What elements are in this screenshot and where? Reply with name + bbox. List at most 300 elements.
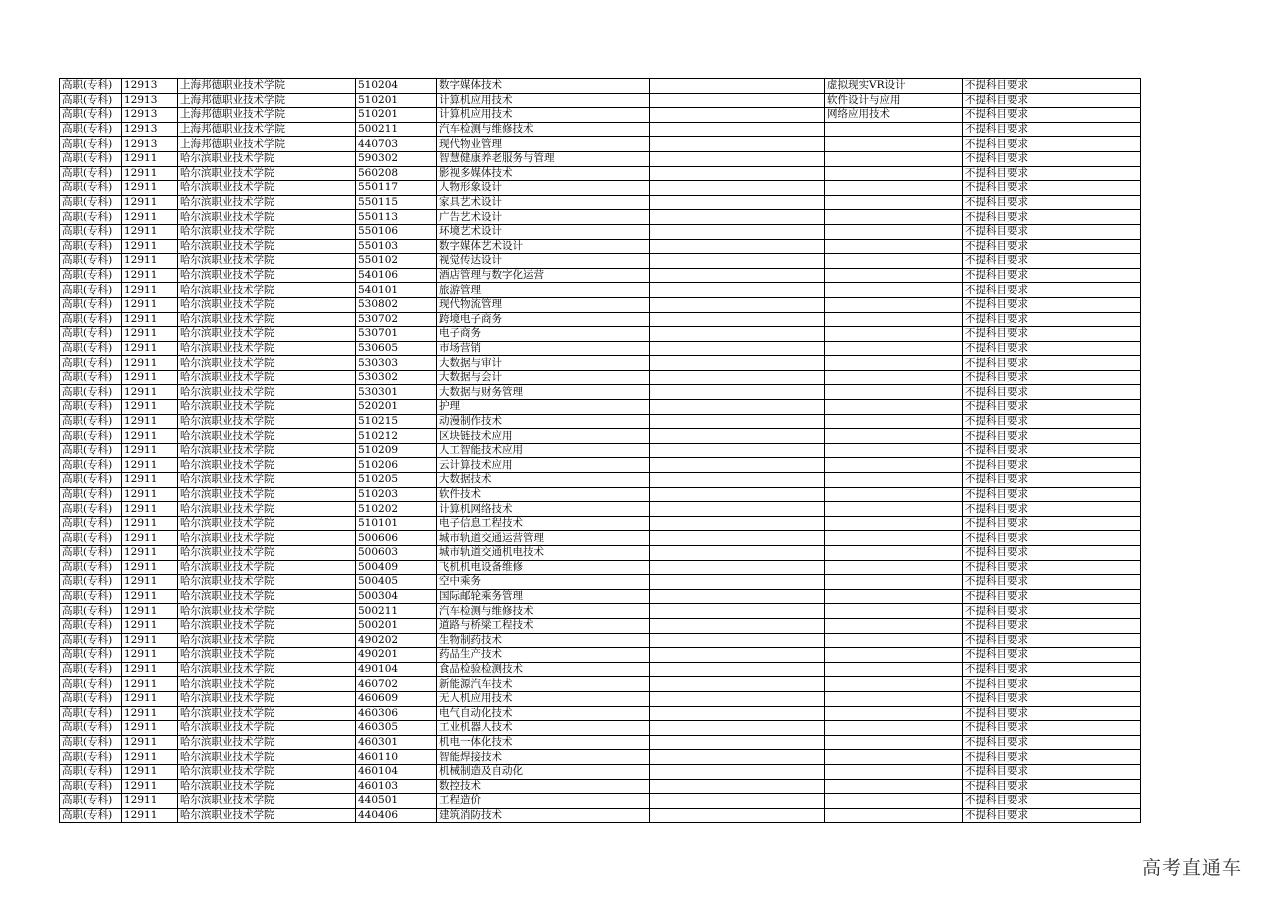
school-code-cell: 12911 bbox=[122, 385, 178, 400]
subject-requirement-cell: 不提科目要求 bbox=[963, 327, 1141, 342]
blank-cell bbox=[650, 764, 825, 779]
subject-requirement-cell: 不提科目要求 bbox=[963, 443, 1141, 458]
school-name-cell: 哈尔滨职业技术学院 bbox=[178, 312, 356, 327]
major-name-cell: 市场营销 bbox=[437, 341, 650, 356]
level-cell: 高职(专科) bbox=[60, 108, 122, 123]
table-row bbox=[60, 93, 1141, 108]
subject-requirement-cell: 不提科目要求 bbox=[963, 706, 1141, 721]
major-code-cell: 540106 bbox=[356, 268, 437, 283]
school-code-cell: 12913 bbox=[122, 108, 178, 123]
level-cell: 高职(专科) bbox=[60, 589, 122, 604]
level-cell: 高职(专科) bbox=[60, 297, 122, 312]
major-code-cell: 500201 bbox=[356, 618, 437, 633]
major-code-cell: 550115 bbox=[356, 195, 437, 210]
table-row bbox=[60, 794, 1141, 809]
table-row bbox=[60, 239, 1141, 254]
major-code-cell: 500211 bbox=[356, 122, 437, 137]
level-cell: 高职(专科) bbox=[60, 79, 122, 94]
school-code-cell: 12911 bbox=[122, 546, 178, 561]
subject-requirement-cell: 不提科目要求 bbox=[963, 370, 1141, 385]
major-name-cell: 视觉传达设计 bbox=[437, 254, 650, 269]
direction-cell bbox=[825, 414, 963, 429]
school-name-cell: 哈尔滨职业技术学院 bbox=[178, 385, 356, 400]
major-code-cell: 550117 bbox=[356, 181, 437, 196]
subject-requirement-cell: 不提科目要求 bbox=[963, 400, 1141, 415]
blank-cell bbox=[650, 312, 825, 327]
level-cell: 高职(专科) bbox=[60, 662, 122, 677]
table-row bbox=[60, 327, 1141, 342]
subject-requirement-cell: 不提科目要求 bbox=[963, 473, 1141, 488]
level-cell: 高职(专科) bbox=[60, 385, 122, 400]
level-cell: 高职(专科) bbox=[60, 808, 122, 823]
school-code-cell: 12911 bbox=[122, 224, 178, 239]
major-code-cell: 440406 bbox=[356, 808, 437, 823]
table-row bbox=[60, 516, 1141, 531]
direction-cell bbox=[825, 297, 963, 312]
table-row bbox=[60, 648, 1141, 663]
school-code-cell: 12911 bbox=[122, 210, 178, 225]
level-cell: 高职(专科) bbox=[60, 531, 122, 546]
major-name-cell: 电子商务 bbox=[437, 327, 650, 342]
school-code-cell: 12911 bbox=[122, 268, 178, 283]
subject-requirement-cell: 不提科目要求 bbox=[963, 414, 1141, 429]
blank-cell bbox=[650, 721, 825, 736]
blank-cell bbox=[650, 575, 825, 590]
major-name-cell: 云计算技术应用 bbox=[437, 458, 650, 473]
school-name-cell: 哈尔滨职业技术学院 bbox=[178, 721, 356, 736]
major-code-cell: 490201 bbox=[356, 648, 437, 663]
table-row bbox=[60, 166, 1141, 181]
subject-requirement-cell: 不提科目要求 bbox=[963, 516, 1141, 531]
table-row bbox=[60, 706, 1141, 721]
school-code-cell: 12911 bbox=[122, 443, 178, 458]
major-name-cell: 国际邮轮乘务管理 bbox=[437, 589, 650, 604]
major-name-cell: 大数据与会计 bbox=[437, 370, 650, 385]
major-code-cell: 520201 bbox=[356, 400, 437, 415]
table-row bbox=[60, 312, 1141, 327]
major-name-cell: 大数据技术 bbox=[437, 473, 650, 488]
level-cell: 高职(专科) bbox=[60, 691, 122, 706]
major-name-cell: 大数据与财务管理 bbox=[437, 385, 650, 400]
blank-cell bbox=[650, 283, 825, 298]
blank-cell bbox=[650, 677, 825, 692]
major-name-cell: 跨境电子商务 bbox=[437, 312, 650, 327]
blank-cell bbox=[650, 604, 825, 619]
school-code-cell: 12911 bbox=[122, 604, 178, 619]
blank-cell bbox=[650, 181, 825, 196]
direction-cell: 软件设计与应用 bbox=[825, 93, 963, 108]
major-name-cell: 影视多媒体技术 bbox=[437, 166, 650, 181]
school-code-cell: 12911 bbox=[122, 502, 178, 517]
direction-cell bbox=[825, 706, 963, 721]
table-row bbox=[60, 283, 1141, 298]
direction-cell bbox=[825, 239, 963, 254]
major-name-cell: 药品生产技术 bbox=[437, 648, 650, 663]
level-cell: 高职(专科) bbox=[60, 604, 122, 619]
table-row bbox=[60, 546, 1141, 561]
school-name-cell: 哈尔滨职业技术学院 bbox=[178, 341, 356, 356]
subject-requirement-cell: 不提科目要求 bbox=[963, 662, 1141, 677]
school-code-cell: 12913 bbox=[122, 122, 178, 137]
major-code-cell: 510202 bbox=[356, 502, 437, 517]
major-name-cell: 计算机网络技术 bbox=[437, 502, 650, 517]
school-name-cell: 哈尔滨职业技术学院 bbox=[178, 195, 356, 210]
major-code-cell: 460110 bbox=[356, 750, 437, 765]
major-code-cell: 440703 bbox=[356, 137, 437, 152]
blank-cell bbox=[650, 254, 825, 269]
subject-requirement-cell: 不提科目要求 bbox=[963, 677, 1141, 692]
direction-cell bbox=[825, 195, 963, 210]
blank-cell bbox=[650, 297, 825, 312]
school-name-cell: 上海邦德职业技术学院 bbox=[178, 137, 356, 152]
school-code-cell: 12911 bbox=[122, 312, 178, 327]
major-code-cell: 530605 bbox=[356, 341, 437, 356]
school-name-cell: 哈尔滨职业技术学院 bbox=[178, 239, 356, 254]
direction-cell bbox=[825, 151, 963, 166]
direction-cell: 虚拟现实VR设计 bbox=[825, 79, 963, 94]
school-code-cell: 12911 bbox=[122, 706, 178, 721]
major-name-cell: 人工智能技术应用 bbox=[437, 443, 650, 458]
subject-requirement-cell: 不提科目要求 bbox=[963, 458, 1141, 473]
level-cell: 高职(专科) bbox=[60, 648, 122, 663]
school-code-cell: 12913 bbox=[122, 93, 178, 108]
subject-requirement-cell: 不提科目要求 bbox=[963, 341, 1141, 356]
table-row bbox=[60, 618, 1141, 633]
subject-requirement-cell: 不提科目要求 bbox=[963, 487, 1141, 502]
major-code-cell: 530303 bbox=[356, 356, 437, 371]
blank-cell bbox=[650, 706, 825, 721]
table-row bbox=[60, 502, 1141, 517]
blank-cell bbox=[650, 648, 825, 663]
level-cell: 高职(专科) bbox=[60, 93, 122, 108]
blank-cell bbox=[650, 79, 825, 94]
level-cell: 高职(专科) bbox=[60, 633, 122, 648]
major-code-cell: 550113 bbox=[356, 210, 437, 225]
subject-requirement-cell: 不提科目要求 bbox=[963, 808, 1141, 823]
school-name-cell: 哈尔滨职业技术学院 bbox=[178, 560, 356, 575]
level-cell: 高职(专科) bbox=[60, 151, 122, 166]
level-cell: 高职(专科) bbox=[60, 341, 122, 356]
major-code-cell: 510212 bbox=[356, 429, 437, 444]
blank-cell bbox=[650, 546, 825, 561]
table-row bbox=[60, 341, 1141, 356]
subject-requirement-cell: 不提科目要求 bbox=[963, 297, 1141, 312]
blank-cell bbox=[650, 108, 825, 123]
level-cell: 高职(专科) bbox=[60, 137, 122, 152]
major-code-cell: 500603 bbox=[356, 546, 437, 561]
school-code-cell: 12911 bbox=[122, 181, 178, 196]
blank-cell bbox=[650, 370, 825, 385]
blank-cell bbox=[650, 268, 825, 283]
blank-cell bbox=[650, 137, 825, 152]
watermark-text: 高考直通车 bbox=[1142, 857, 1243, 879]
school-code-cell: 12911 bbox=[122, 735, 178, 750]
level-cell: 高职(专科) bbox=[60, 195, 122, 210]
direction-cell bbox=[825, 764, 963, 779]
major-code-cell: 490104 bbox=[356, 662, 437, 677]
school-name-cell: 哈尔滨职业技术学院 bbox=[178, 589, 356, 604]
direction-cell bbox=[825, 487, 963, 502]
subject-requirement-cell: 不提科目要求 bbox=[963, 794, 1141, 809]
subject-requirement-cell: 不提科目要求 bbox=[963, 93, 1141, 108]
blank-cell bbox=[650, 618, 825, 633]
blank-cell bbox=[650, 414, 825, 429]
school-code-cell: 12911 bbox=[122, 677, 178, 692]
school-name-cell: 上海邦德职业技术学院 bbox=[178, 79, 356, 94]
blank-cell bbox=[650, 327, 825, 342]
school-code-cell: 12911 bbox=[122, 560, 178, 575]
major-name-cell: 新能源汽车技术 bbox=[437, 677, 650, 692]
level-cell: 高职(专科) bbox=[60, 473, 122, 488]
major-code-cell: 510101 bbox=[356, 516, 437, 531]
subject-requirement-cell: 不提科目要求 bbox=[963, 691, 1141, 706]
level-cell: 高职(专科) bbox=[60, 443, 122, 458]
blank-cell bbox=[650, 151, 825, 166]
direction-cell bbox=[825, 589, 963, 604]
blank-cell bbox=[650, 794, 825, 809]
table-row bbox=[60, 370, 1141, 385]
subject-requirement-cell: 不提科目要求 bbox=[963, 312, 1141, 327]
subject-requirement-cell: 不提科目要求 bbox=[963, 385, 1141, 400]
major-code-cell: 510205 bbox=[356, 473, 437, 488]
table-row bbox=[60, 356, 1141, 371]
direction-cell bbox=[825, 691, 963, 706]
major-name-cell: 酒店管理与数字化运营 bbox=[437, 268, 650, 283]
direction-cell bbox=[825, 735, 963, 750]
school-name-cell: 哈尔滨职业技术学院 bbox=[178, 327, 356, 342]
major-name-cell: 道路与桥梁工程技术 bbox=[437, 618, 650, 633]
school-code-cell: 12911 bbox=[122, 297, 178, 312]
blank-cell bbox=[650, 691, 825, 706]
major-name-cell: 智慧健康养老服务与管理 bbox=[437, 151, 650, 166]
subject-requirement-cell: 不提科目要求 bbox=[963, 166, 1141, 181]
subject-requirement-cell: 不提科目要求 bbox=[963, 151, 1141, 166]
direction-cell bbox=[825, 385, 963, 400]
table-row bbox=[60, 224, 1141, 239]
level-cell: 高职(专科) bbox=[60, 750, 122, 765]
major-code-cell: 550102 bbox=[356, 254, 437, 269]
blank-cell bbox=[650, 458, 825, 473]
direction-cell bbox=[825, 341, 963, 356]
major-requirements-table bbox=[59, 78, 1141, 823]
major-code-cell: 530701 bbox=[356, 327, 437, 342]
school-code-cell: 12911 bbox=[122, 516, 178, 531]
table-row bbox=[60, 195, 1141, 210]
table-row bbox=[60, 429, 1141, 444]
school-name-cell: 哈尔滨职业技术学院 bbox=[178, 224, 356, 239]
school-code-cell: 12911 bbox=[122, 341, 178, 356]
direction-cell bbox=[825, 122, 963, 137]
major-code-cell: 510206 bbox=[356, 458, 437, 473]
major-name-cell: 机械制造及自动化 bbox=[437, 764, 650, 779]
subject-requirement-cell: 不提科目要求 bbox=[963, 589, 1141, 604]
direction-cell bbox=[825, 618, 963, 633]
school-name-cell: 哈尔滨职业技术学院 bbox=[178, 502, 356, 517]
direction-cell bbox=[825, 575, 963, 590]
major-code-cell: 550103 bbox=[356, 239, 437, 254]
major-code-cell: 590302 bbox=[356, 151, 437, 166]
blank-cell bbox=[650, 356, 825, 371]
major-name-cell: 数字媒体技术 bbox=[437, 79, 650, 94]
school-name-cell: 哈尔滨职业技术学院 bbox=[178, 268, 356, 283]
school-code-cell: 12911 bbox=[122, 151, 178, 166]
subject-requirement-cell: 不提科目要求 bbox=[963, 618, 1141, 633]
major-code-cell: 460104 bbox=[356, 764, 437, 779]
subject-requirement-cell: 不提科目要求 bbox=[963, 356, 1141, 371]
school-code-cell: 12911 bbox=[122, 487, 178, 502]
school-name-cell: 上海邦德职业技术学院 bbox=[178, 108, 356, 123]
table-row bbox=[60, 604, 1141, 619]
major-code-cell: 550106 bbox=[356, 224, 437, 239]
table-row bbox=[60, 750, 1141, 765]
subject-requirement-cell: 不提科目要求 bbox=[963, 254, 1141, 269]
table-row bbox=[60, 779, 1141, 794]
major-name-cell: 建筑消防技术 bbox=[437, 808, 650, 823]
major-name-cell: 生物制药技术 bbox=[437, 633, 650, 648]
blank-cell bbox=[650, 385, 825, 400]
level-cell: 高职(专科) bbox=[60, 575, 122, 590]
major-code-cell: 540101 bbox=[356, 283, 437, 298]
major-code-cell: 500211 bbox=[356, 604, 437, 619]
level-cell: 高职(专科) bbox=[60, 618, 122, 633]
blank-cell bbox=[650, 210, 825, 225]
school-name-cell: 哈尔滨职业技术学院 bbox=[178, 662, 356, 677]
blank-cell bbox=[650, 473, 825, 488]
blank-cell bbox=[650, 779, 825, 794]
direction-cell bbox=[825, 370, 963, 385]
level-cell: 高职(专科) bbox=[60, 268, 122, 283]
major-name-cell: 电子信息工程技术 bbox=[437, 516, 650, 531]
direction-cell bbox=[825, 429, 963, 444]
major-code-cell: 530702 bbox=[356, 312, 437, 327]
school-name-cell: 哈尔滨职业技术学院 bbox=[178, 370, 356, 385]
table-row bbox=[60, 254, 1141, 269]
school-code-cell: 12911 bbox=[122, 691, 178, 706]
level-cell: 高职(专科) bbox=[60, 239, 122, 254]
blank-cell bbox=[650, 735, 825, 750]
direction-cell bbox=[825, 356, 963, 371]
school-name-cell: 上海邦德职业技术学院 bbox=[178, 122, 356, 137]
major-name-cell: 环境艺术设计 bbox=[437, 224, 650, 239]
table-row bbox=[60, 268, 1141, 283]
major-code-cell: 510201 bbox=[356, 108, 437, 123]
level-cell: 高职(专科) bbox=[60, 414, 122, 429]
subject-requirement-cell: 不提科目要求 bbox=[963, 108, 1141, 123]
level-cell: 高职(专科) bbox=[60, 356, 122, 371]
major-code-cell: 460301 bbox=[356, 735, 437, 750]
subject-requirement-cell: 不提科目要求 bbox=[963, 633, 1141, 648]
subject-requirement-cell: 不提科目要求 bbox=[963, 181, 1141, 196]
blank-cell bbox=[650, 166, 825, 181]
direction-cell bbox=[825, 546, 963, 561]
level-cell: 高职(专科) bbox=[60, 487, 122, 502]
school-name-cell: 哈尔滨职业技术学院 bbox=[178, 151, 356, 166]
school-code-cell: 12911 bbox=[122, 414, 178, 429]
table-row bbox=[60, 151, 1141, 166]
blank-cell bbox=[650, 531, 825, 546]
major-code-cell: 530301 bbox=[356, 385, 437, 400]
school-code-cell: 12911 bbox=[122, 254, 178, 269]
blank-cell bbox=[650, 93, 825, 108]
direction-cell bbox=[825, 210, 963, 225]
school-name-cell: 哈尔滨职业技术学院 bbox=[178, 414, 356, 429]
blank-cell bbox=[650, 750, 825, 765]
blank-cell bbox=[650, 443, 825, 458]
subject-requirement-cell: 不提科目要求 bbox=[963, 283, 1141, 298]
subject-requirement-cell: 不提科目要求 bbox=[963, 210, 1141, 225]
major-code-cell: 460702 bbox=[356, 677, 437, 692]
level-cell: 高职(专科) bbox=[60, 254, 122, 269]
school-name-cell: 哈尔滨职业技术学院 bbox=[178, 604, 356, 619]
table-row bbox=[60, 531, 1141, 546]
level-cell: 高职(专科) bbox=[60, 458, 122, 473]
level-cell: 高职(专科) bbox=[60, 516, 122, 531]
table-row bbox=[60, 414, 1141, 429]
school-name-cell: 哈尔滨职业技术学院 bbox=[178, 618, 356, 633]
school-name-cell: 哈尔滨职业技术学院 bbox=[178, 487, 356, 502]
level-cell: 高职(专科) bbox=[60, 122, 122, 137]
major-name-cell: 护理 bbox=[437, 400, 650, 415]
school-name-cell: 哈尔滨职业技术学院 bbox=[178, 546, 356, 561]
major-code-cell: 530802 bbox=[356, 297, 437, 312]
direction-cell bbox=[825, 327, 963, 342]
major-code-cell: 510215 bbox=[356, 414, 437, 429]
major-code-cell: 560208 bbox=[356, 166, 437, 181]
level-cell: 高职(专科) bbox=[60, 224, 122, 239]
major-code-cell: 500405 bbox=[356, 575, 437, 590]
major-name-cell: 计算机应用技术 bbox=[437, 108, 650, 123]
level-cell: 高职(专科) bbox=[60, 794, 122, 809]
table-row bbox=[60, 458, 1141, 473]
level-cell: 高职(专科) bbox=[60, 721, 122, 736]
school-name-cell: 哈尔滨职业技术学院 bbox=[178, 297, 356, 312]
direction-cell bbox=[825, 779, 963, 794]
school-code-cell: 12911 bbox=[122, 721, 178, 736]
table-row bbox=[60, 385, 1141, 400]
school-code-cell: 12911 bbox=[122, 400, 178, 415]
subject-requirement-cell: 不提科目要求 bbox=[963, 531, 1141, 546]
blank-cell bbox=[650, 429, 825, 444]
level-cell: 高职(专科) bbox=[60, 502, 122, 517]
school-code-cell: 12911 bbox=[122, 370, 178, 385]
subject-requirement-cell: 不提科目要求 bbox=[963, 195, 1141, 210]
major-name-cell: 城市轨道交通机电技术 bbox=[437, 546, 650, 561]
school-code-cell: 12911 bbox=[122, 575, 178, 590]
school-name-cell: 哈尔滨职业技术学院 bbox=[178, 677, 356, 692]
school-name-cell: 哈尔滨职业技术学院 bbox=[178, 181, 356, 196]
table-body bbox=[60, 79, 1141, 823]
school-name-cell: 哈尔滨职业技术学院 bbox=[178, 648, 356, 663]
major-name-cell: 数控技术 bbox=[437, 779, 650, 794]
table-row bbox=[60, 443, 1141, 458]
level-cell: 高职(专科) bbox=[60, 706, 122, 721]
subject-requirement-cell: 不提科目要求 bbox=[963, 560, 1141, 575]
school-name-cell: 哈尔滨职业技术学院 bbox=[178, 356, 356, 371]
blank-cell bbox=[650, 341, 825, 356]
school-code-cell: 12911 bbox=[122, 239, 178, 254]
major-name-cell: 旅游管理 bbox=[437, 283, 650, 298]
level-cell: 高职(专科) bbox=[60, 546, 122, 561]
direction-cell bbox=[825, 458, 963, 473]
major-name-cell: 现代物业管理 bbox=[437, 137, 650, 152]
direction-cell bbox=[825, 224, 963, 239]
major-name-cell: 电气自动化技术 bbox=[437, 706, 650, 721]
level-cell: 高职(专科) bbox=[60, 779, 122, 794]
table-row bbox=[60, 808, 1141, 823]
direction-cell bbox=[825, 794, 963, 809]
major-name-cell: 数字媒体艺术设计 bbox=[437, 239, 650, 254]
school-name-cell: 哈尔滨职业技术学院 bbox=[178, 794, 356, 809]
